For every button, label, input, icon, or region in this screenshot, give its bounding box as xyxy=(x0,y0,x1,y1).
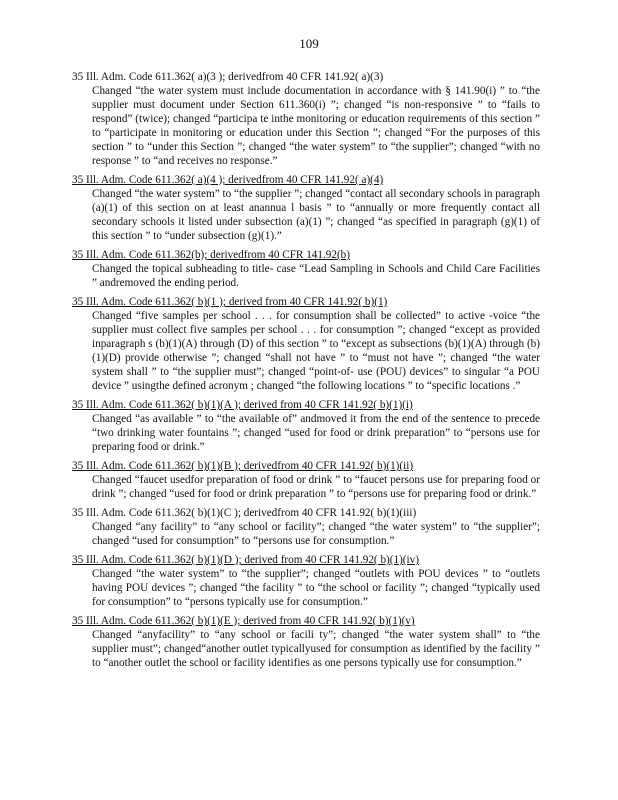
citation-heading: 35 Ill. Adm. Code 611.362(b); derivedfrom 40 CFR 141.92(b) xyxy=(72,249,351,261)
page-number: 109 xyxy=(299,36,319,51)
history-entry xyxy=(72,70,540,168)
citation-heading: 35 Ill. Adm. Code 611.362( b)(1)(A ); derived from 40 CFR 141.92( b)(1)(i) xyxy=(72,399,413,411)
history-entry xyxy=(72,295,540,393)
change-description: Changed “the water system must include documentation in accordance with § 141.90(i) ” to “the supplier must document under Section 611.360(i) ”; changed “is non-responsive ” to “fails to respond” (twice); changed “participa te inthe monitoring or education requirements of this section ” to “participate in monitoring or education under this Section ”; changed “For the purposes of this section ” to “under this Section ”; changed “the water system” to “the supplier”; changed “with no response ” to “and receives no response.” xyxy=(92,85,540,167)
citation-heading: 35 Ill. Adm. Code 611.362( b)(1 ); derived from 40 CFR 141.92( b)(1) xyxy=(72,296,388,308)
citation-heading: 35 Ill. Adm. Code 611.362( b)(1)(C ); derivedfrom 40 CFR 141.92( b)(1)(iii) xyxy=(72,507,417,519)
change-description: Changed the topical subheading to title- case “Lead Sampling in Schools and Child Care Facilities ” andremoved the ending period. xyxy=(92,263,540,289)
change-description: Changed “anyfacility” to “any school or facili ty”; changed “the water system shall” to “the supplier must”; changed“another outlet typicallyused for consumption as identified by the facility ” to “another outlet the school or facility identifies as one persons typically use for consumption.” xyxy=(92,629,540,669)
change-description: Changed “the water system” to “the supplier”; changed “outlets with POU devices ” to “outlets having POU devices ”; changed “the facility ” to “the school or facility ”; changed “typically used for consumption” to “persons typically use for consumption.” xyxy=(92,568,540,608)
history-entry xyxy=(72,398,540,454)
citation-heading: 35 Ill. Adm. Code 611.362( a)(3 ); derivedfrom 40 CFR 141.92( a)(3) xyxy=(72,71,384,83)
change-description: Changed “as available ” to “the available of” andmoved it from the end of the sentence to precede “two drinking water fountains ”; changed “used for food or drink preparation” to “persons use for preparing food or drink.” xyxy=(92,413,540,453)
citation-heading: 35 Ill. Adm. Code 611.362( b)(1)(D ); derived from 40 CFR 141.92( b)(1)(iv) xyxy=(72,554,419,566)
history-entry xyxy=(72,248,540,290)
citation-heading: 35 Ill. Adm. Code 611.362( a)(4 ); derivedfrom 40 CFR 141.92( a)(4) xyxy=(72,174,384,186)
history-entry xyxy=(72,506,540,548)
history-entry xyxy=(72,173,540,243)
document-body xyxy=(72,70,540,675)
change-description: Changed “five samples per school . . . for consumption shall be collected” to active -voice “the supplier must collect five samples per school . . . for consumption ”; changed “except as provided inparagraph s (b)(1)(A) through (D) of this section ” to “except as subsections (b)(1)(A) through (b)(1)(D) provide otherwise ”; changed “shall not have ” to “must not have ”; changed “the water system shall ” to “the supplier must”; changed “point-of- use (POU) devices” to singular “a POU device ” usingthe defined acronym ; changed “the following locations ” to “specific locations .” xyxy=(92,310,540,392)
citation-heading: 35 Ill. Adm. Code 611.362( b)(1)(E ); derived from 40 CFR 141.92( b)(1)(v) xyxy=(72,615,415,627)
change-description: Changed “the water system” to “the supplier ”; changed “contact all secondary schools in paragraph (a)(1) of this section on at least anannua l basis ” to “annually or more frequently contact all secondary schools it listed under subsection (a)(1) ”; changed “as specified in paragraph (g)(1) of this section ” to “under subsection (g)(1).” xyxy=(92,188,540,242)
history-entry xyxy=(72,459,540,501)
change-description: Changed “faucet usedfor preparation of food or drink ” to “faucet persons use for preparing food or drink ”; changed “used for food or drink preparation ” to “persons use for preparing food or drink.” xyxy=(92,474,540,500)
history-entry xyxy=(72,614,540,670)
history-entry xyxy=(72,553,540,609)
citation-heading: 35 Ill. Adm. Code 611.362( b)(1)(B ); derivedfrom 40 CFR 141.92( b)(1)(ii) xyxy=(72,460,414,472)
change-description: Changed “any facility” to “any school or facility”; changed “the water system” to “the supplier”; changed “used for consumption” to “persons use for consumption.” xyxy=(92,521,540,547)
